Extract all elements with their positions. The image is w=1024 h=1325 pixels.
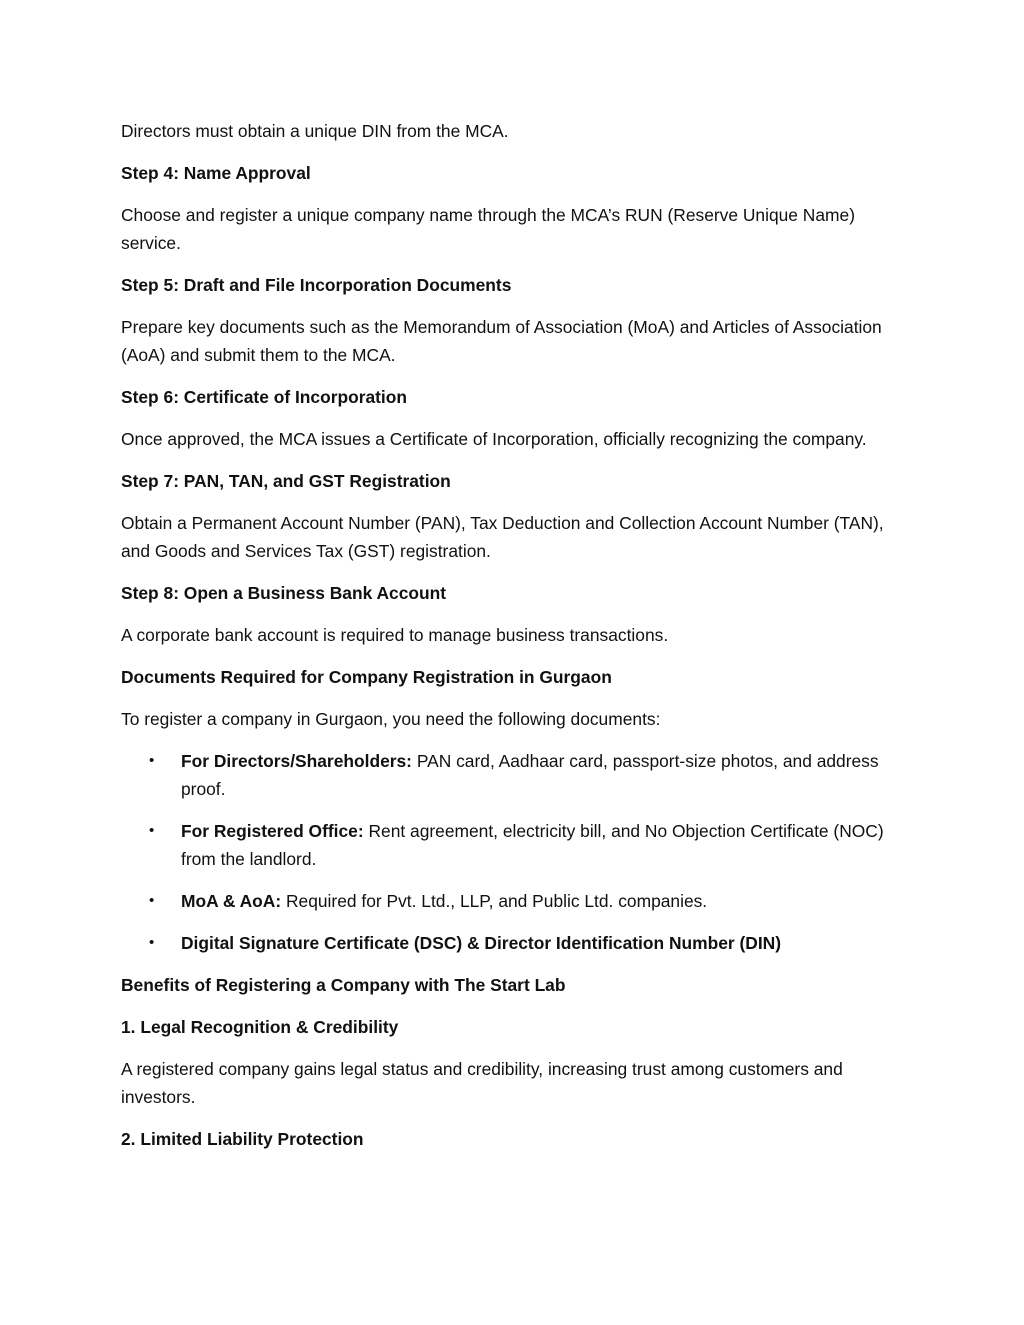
bullet-icon: • — [149, 822, 155, 839]
documents-heading: Documents Required for Company Registration in Gurgaon — [121, 667, 612, 687]
step8-heading: Step 8: Open a Business Bank Account — [121, 583, 447, 603]
benefit1-heading: 1. Legal Recognition & Credibility — [121, 1017, 399, 1037]
step5-paragraph: Prepare key documents such as the Memorandum of Association (MoA) and Articles of Association (AoA) and submit them to the MCA. — [121, 317, 882, 365]
list-item — [121, 817, 901, 873]
list-item-label: For Directors/Shareholders: — [181, 751, 412, 771]
document-page — [121, 117, 901, 1167]
step6-paragraph: Once approved, the MCA issues a Certificate of Incorporation, officially recognizing the company. — [121, 429, 867, 449]
documents-list — [121, 747, 901, 957]
step4-paragraph: Choose and register a unique company name through the MCA’s RUN (Reserve Unique Name) service. — [121, 205, 855, 253]
step7-heading: Step 7: PAN, TAN, and GST Registration — [121, 471, 451, 491]
benefit1-paragraph: A registered company gains legal status and credibility, increasing trust among customers and investors. — [121, 1059, 843, 1107]
list-item-label: MoA & AoA: — [181, 891, 282, 911]
bullet-icon: • — [149, 892, 155, 909]
list-item-label: For Registered Office: — [181, 821, 364, 841]
benefits-heading: Benefits of Registering a Company with The Start Lab — [121, 975, 566, 995]
list-item-text: Rent agreement, electricity bill, and No Objection Certificate (NOC) from the landlord. — [181, 821, 884, 869]
step7-paragraph: Obtain a Permanent Account Number (PAN), Tax Deduction and Collection Account Number (TAN), and Goods and Services Tax (GST) registration. — [121, 513, 884, 561]
list-item-text: Required for Pvt. Ltd., LLP, and Public Ltd. companies. — [281, 891, 708, 911]
step8-paragraph: A corporate bank account is required to manage business transactions. — [121, 625, 669, 645]
bullet-icon: • — [149, 752, 155, 769]
din-paragraph: Directors must obtain a unique DIN from the MCA. — [121, 121, 509, 141]
documents-intro: To register a company in Gurgaon, you need the following documents: — [121, 709, 661, 729]
list-item — [121, 887, 901, 915]
benefit2-heading: 2. Limited Liability Protection — [121, 1129, 364, 1149]
step4-heading: Step 4: Name Approval — [121, 163, 311, 183]
list-item — [121, 747, 901, 803]
list-item — [121, 929, 901, 957]
list-item-label: Digital Signature Certificate (DSC) & Director Identification Number (DIN) — [181, 933, 782, 953]
step5-heading: Step 5: Draft and File Incorporation Documents — [121, 275, 512, 295]
step6-heading: Step 6: Certificate of Incorporation — [121, 387, 408, 407]
list-item-text: PAN card, Aadhaar card, passport-size photos, and address proof. — [181, 751, 879, 799]
bullet-icon: • — [149, 934, 155, 951]
